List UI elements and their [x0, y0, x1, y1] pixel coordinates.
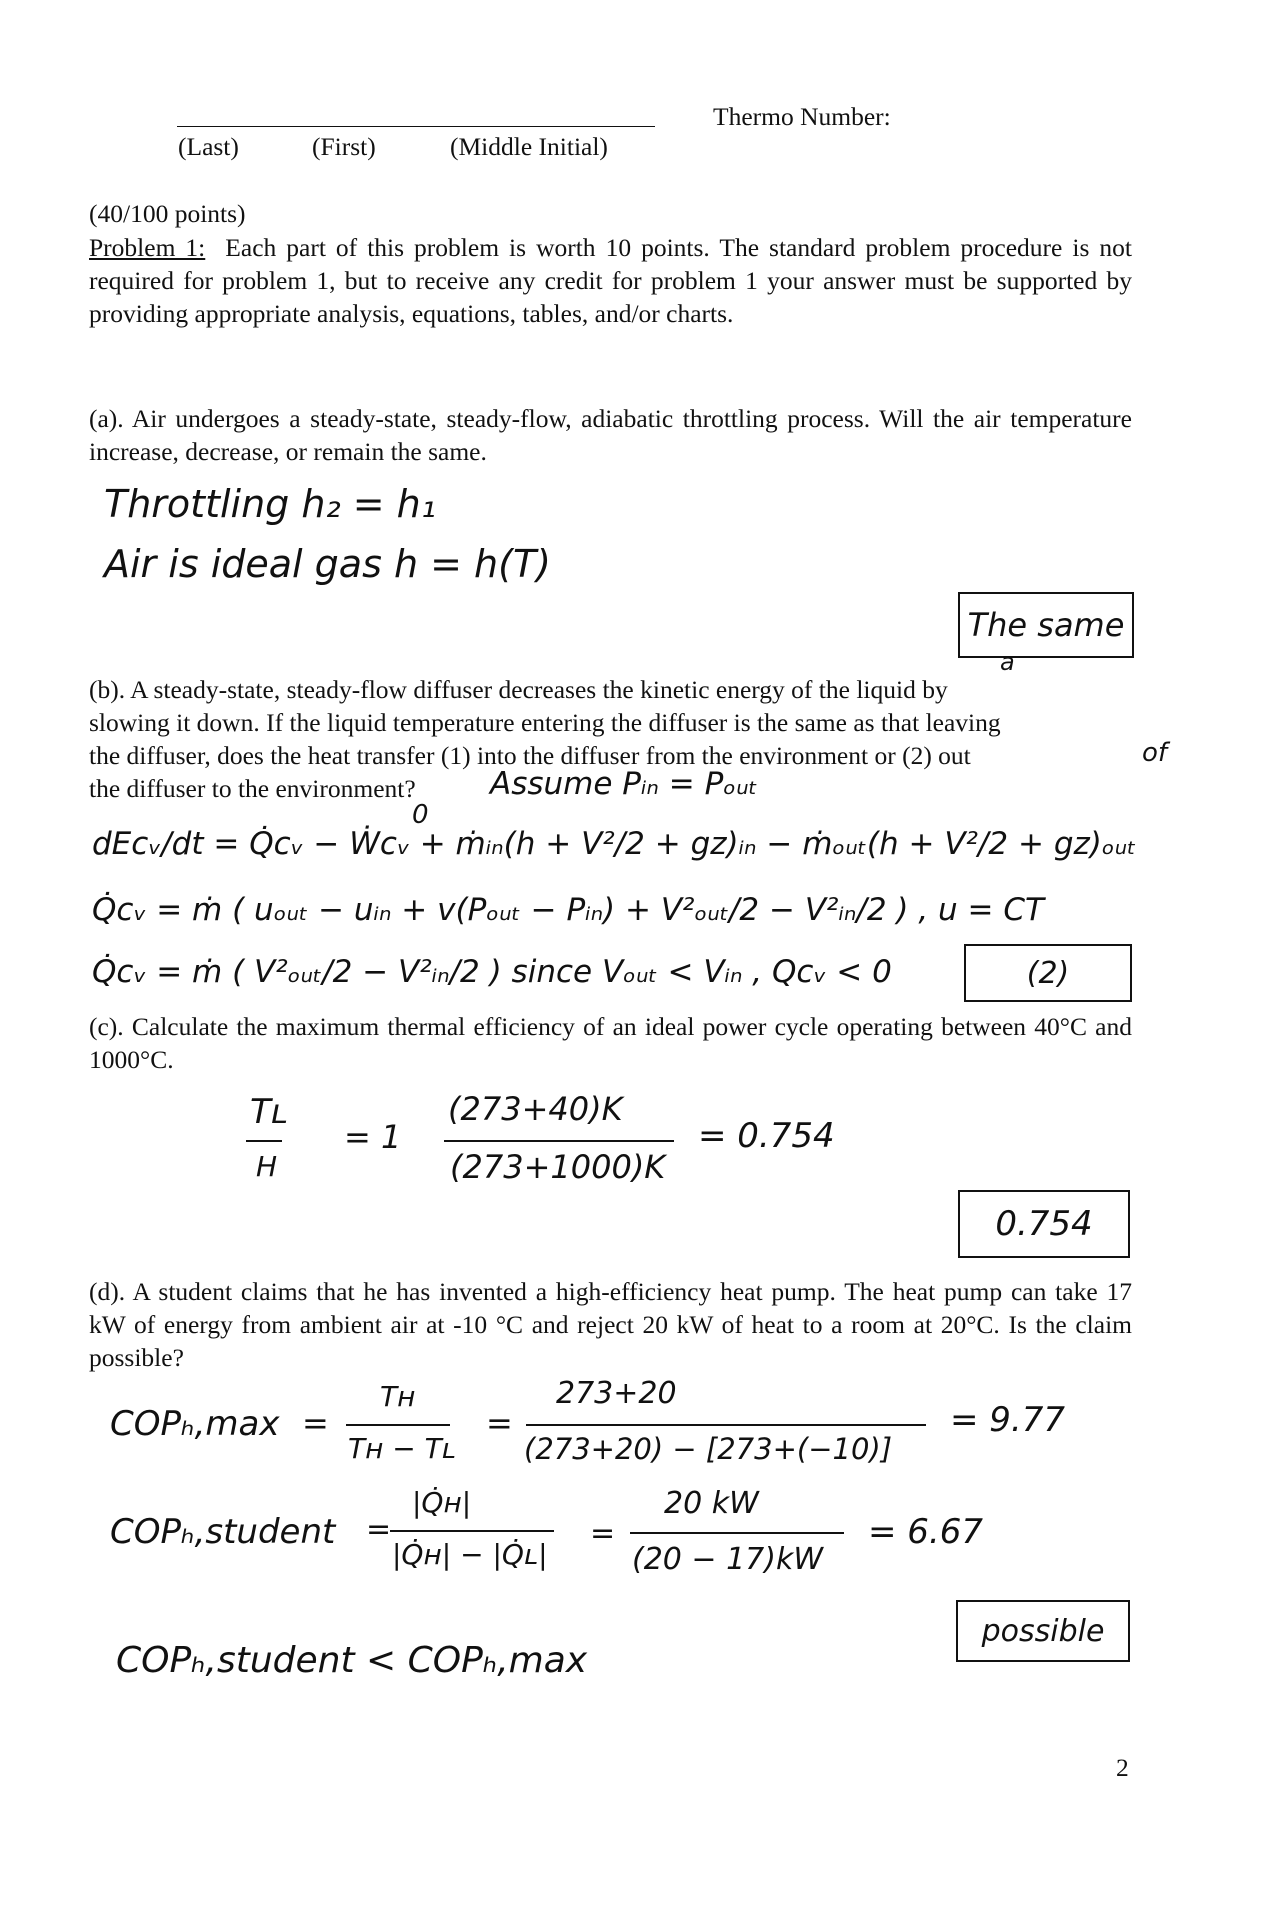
part-c-numerator: (273+40)K — [448, 1090, 623, 1128]
cop-student-fraction-bar1 — [390, 1530, 554, 1532]
part-b-correction-of: of — [1142, 738, 1168, 768]
part-c-denominator: (273+1000)K — [450, 1148, 666, 1186]
cop-student-lhs: COPₕ,student — [110, 1512, 336, 1552]
cop-student-num2: 20 kW — [664, 1486, 759, 1521]
label-middle-initial: (Middle Initial) — [450, 132, 608, 161]
label-first: (First) — [312, 132, 376, 161]
part-c-answer-box — [958, 1190, 1130, 1258]
part-b-heat-equation: Q̇ᴄᵥ = ṁ ( uₒᵤₜ − uᵢₙ + v(Pₒᵤₜ − Pᵢₙ) + V²ₒᵤₜ/2 − V²ᵢₙ/2 ) , u = CT — [92, 892, 1044, 928]
label-last: (Last) — [178, 132, 239, 161]
problem-intro-text: Each part of this problem is worth 10 points. The standard problem procedure is not required for problem 1, but to receive any credit for problem 1 your answer must be supported by providing appropriate analysis, equations, tables, and/or charts. — [89, 233, 1132, 328]
part-d-question: (d). A student claims that he has invented a high-efficiency heat pump. The heat pump can take 17 kW of energy from ambient air at -10 °C and reject 20 kW of heat to a room at 20°C. Is the claim possible? — [89, 1277, 1132, 1372]
cop-max-num1: Tʜ — [380, 1380, 416, 1413]
part-b-simplified-equation: Q̇ᴄᵥ = ṁ ( V²ₒᵤₜ/2 − V²ᵢₙ/2 ) since Vₒᵤₜ < Vᵢₙ , Qᴄᵥ < 0 — [92, 954, 892, 990]
cop-max-num2: 273+20 — [556, 1376, 677, 1411]
part-c-answer: 0.754 — [995, 1204, 1093, 1244]
cop-max-eq2: = — [486, 1404, 513, 1442]
thermo-number-label: Thermo Number: — [713, 102, 891, 131]
part-b-answer: (2) — [1026, 955, 1070, 991]
points-label: (40/100 points) — [89, 199, 246, 228]
part-a-answer: The same — [967, 606, 1125, 644]
part-b-answer-box — [964, 944, 1132, 1002]
part-d-answer: possible — [981, 1613, 1105, 1649]
cop-student-approx: = — [590, 1516, 616, 1551]
part-b-energy-equation: dEᴄᵥ/dt = Q̇ᴄᵥ − Ẇᴄᵥ + ṁᵢₙ(h + V²/2 + gz)ᵢₙ − ṁₒᵤₜ(h + V²/2 + gz)ₒᵤₜ — [92, 826, 1137, 862]
cop-max-fraction-bar1 — [346, 1424, 450, 1426]
part-d-conclusion: COPₕ,student < COPₕ,max — [116, 1640, 588, 1681]
part-c-question: (c). Calculate the maximum thermal efficiency of an ideal power cycle operating between 40°C and 1000°C. — [89, 1012, 1132, 1074]
part-b-question-line1: (b). A steady-state, steady-flow diffuser decreases the kinetic energy of the liquid by — [89, 675, 948, 704]
cop-max-fraction-bar2 — [526, 1424, 926, 1426]
part-a-work-line1: Throttling h₂ = h₁ — [104, 482, 436, 526]
part-b-question-line2: slowing it down. If the liquid temperature entering the diffuser is the same as that leaving — [89, 708, 1001, 737]
part-b-question-line3: the diffuser, does the heat transfer (1) into the diffuser from the environment or (2) out — [89, 741, 971, 770]
problem-label: Problem 1: — [89, 233, 206, 262]
cop-max-den1: Tʜ − Tʟ — [348, 1432, 456, 1465]
name-line — [177, 126, 655, 127]
part-c-lhs-numerator: Tʟ — [250, 1092, 289, 1132]
page-number: 2 — [1116, 1753, 1129, 1782]
part-a-work-line2: Air is ideal gas h = h(T) — [104, 542, 551, 586]
cop-student-result: = 6.67 — [868, 1512, 983, 1552]
part-c-lhs-denominator: H — [256, 1150, 278, 1183]
part-b-assume: Assume Pᵢₙ = Pₒᵤₜ — [490, 766, 758, 802]
part-b-question-line4: the diffuser to the environment? — [89, 774, 416, 803]
problem-intro — [89, 231, 1132, 330]
cop-student-num1: |Q̇ʜ| — [412, 1486, 472, 1519]
part-c-result: = 0.754 — [698, 1116, 835, 1156]
cop-max-eq1: = — [302, 1404, 329, 1442]
part-c-fraction-bar — [444, 1140, 674, 1142]
cop-student-eq1: = — [366, 1512, 392, 1547]
part-c-lhs-fraction-bar — [246, 1140, 282, 1142]
cop-max-lhs: COPₕ,max — [110, 1404, 280, 1444]
cop-student-den2: (20 − 17)kW — [632, 1542, 824, 1577]
cop-max-den2: (273+20) − [273+(−10)] — [524, 1432, 893, 1466]
cop-max-result: = 9.77 — [950, 1400, 1065, 1440]
part-a-answer-box — [958, 592, 1134, 658]
part-b-correction-a: a — [1000, 648, 1015, 676]
cop-student-fraction-bar2 — [630, 1532, 844, 1534]
cop-student-den1: |Q̇ʜ| − |Q̇ʟ| — [392, 1538, 548, 1571]
part-a-question: (a). Air undergoes a steady-state, steady-flow, adiabatic throttling process. Will the air temperature increase, decrease, or remain the same. — [89, 404, 1132, 466]
part-c-equals-one: = 1 — [344, 1118, 402, 1156]
part-b-zero-mark: 0 — [412, 800, 429, 830]
part-d-answer-box — [956, 1600, 1130, 1662]
